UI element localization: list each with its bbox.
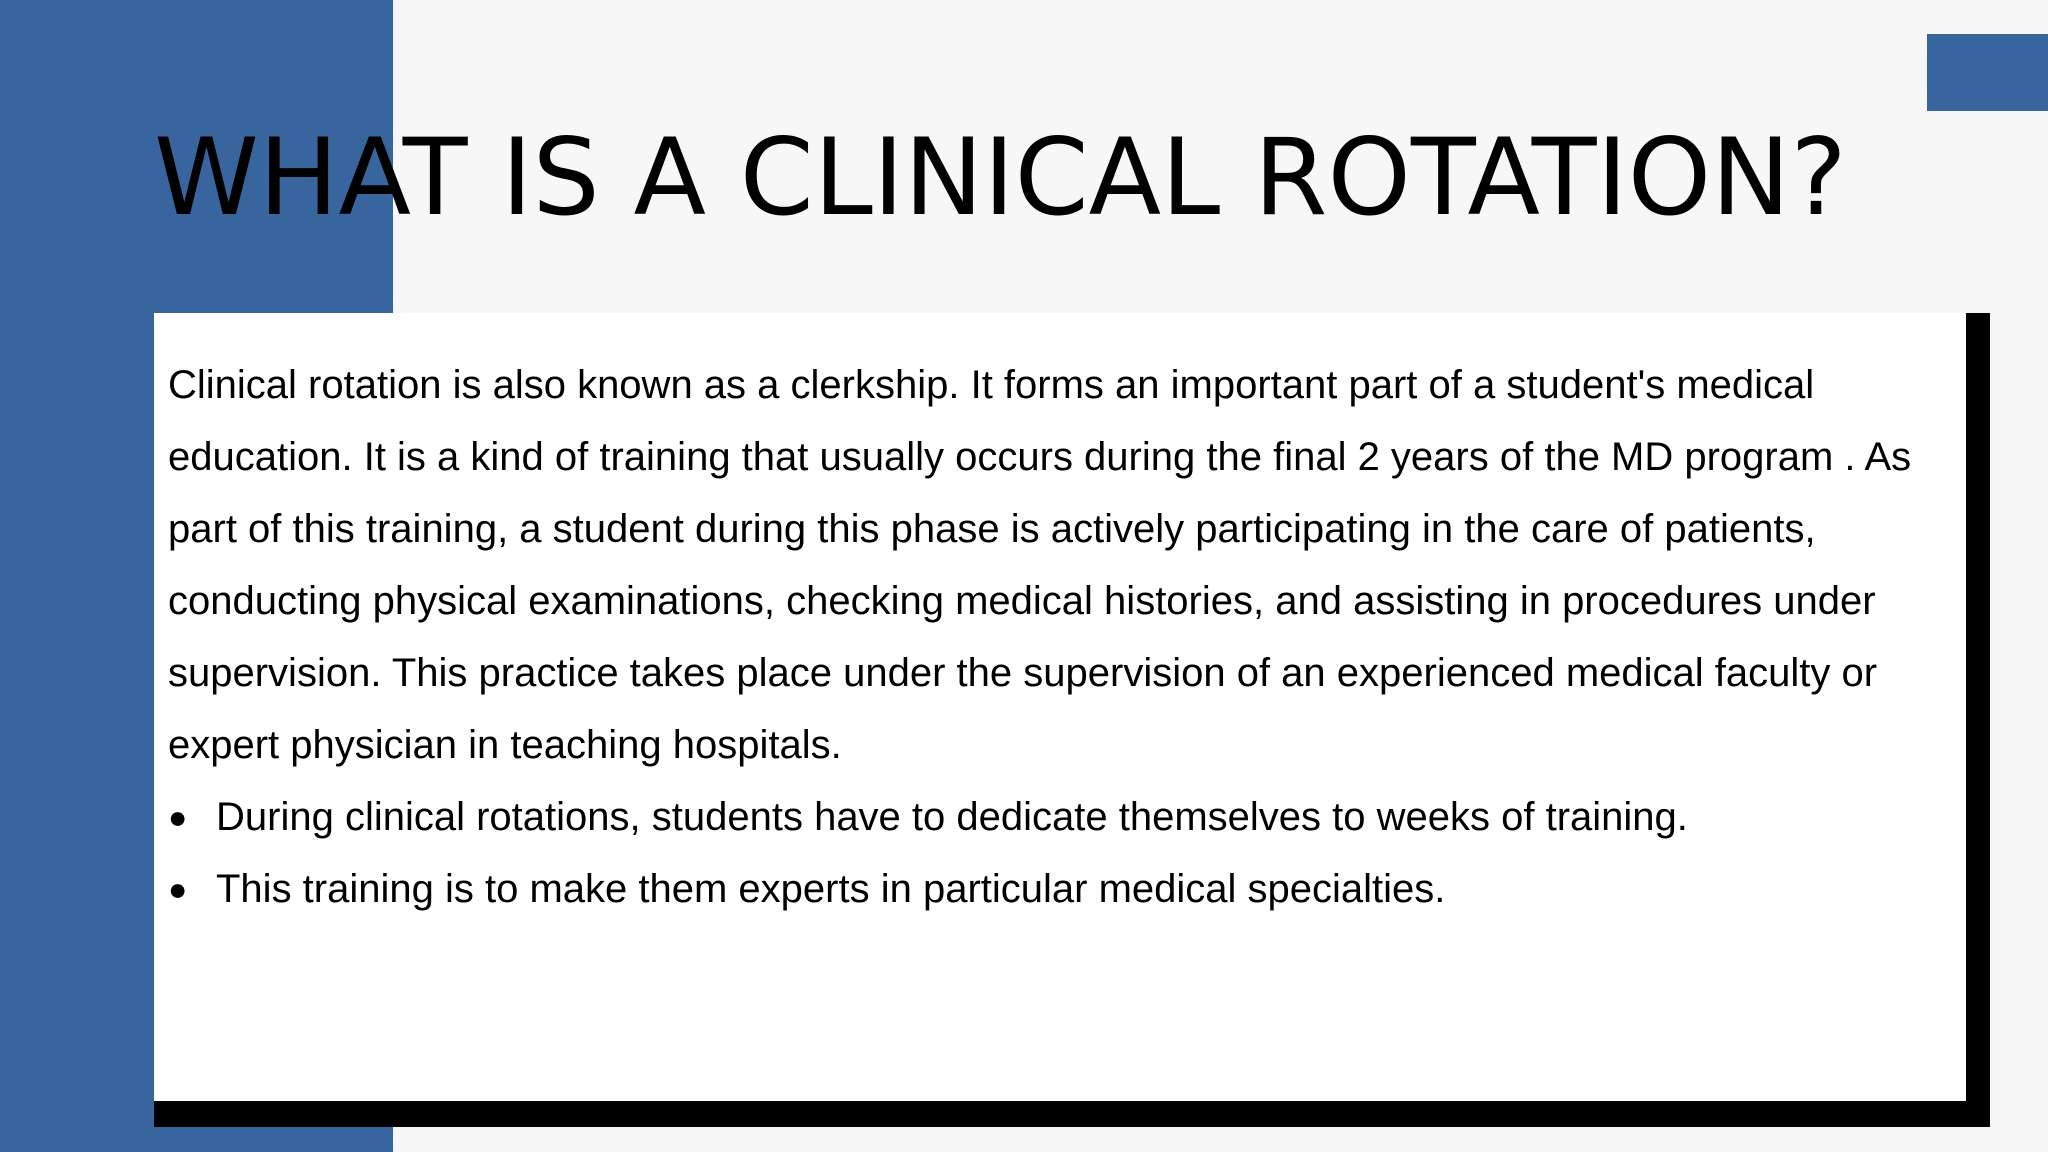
bullet-text: During clinical rotations, students have to dedicate themselves to weeks of training. bbox=[216, 795, 1688, 839]
bullet-item bbox=[168, 781, 1952, 853]
bullet-icon: ● bbox=[168, 871, 188, 907]
content-card bbox=[154, 313, 1966, 1101]
bullet-item bbox=[168, 853, 1952, 925]
bullet-icon: ● bbox=[168, 799, 188, 835]
body-paragraph: Clinical rotation is also known as a clerkship. It forms an important part of a student's medical education. It is a kind of training that usually occurs during the final 2 years of the MD program . As part of this training, a student during this phase is actively participating in the care of patients, conducting physical examinations, checking medical histories, and assisting in procedures under supervision. This practice takes place under the supervision of an experienced medical faculty or expert physician in teaching hospitals. bbox=[168, 363, 1912, 767]
slide-title: WHAT IS A CLINICAL ROTATION? bbox=[154, 116, 1847, 239]
corner-accent-block bbox=[1927, 34, 2048, 111]
bullet-text: This training is to make them experts in particular medical specialties. bbox=[216, 867, 1446, 911]
bullet-list bbox=[168, 781, 1952, 925]
